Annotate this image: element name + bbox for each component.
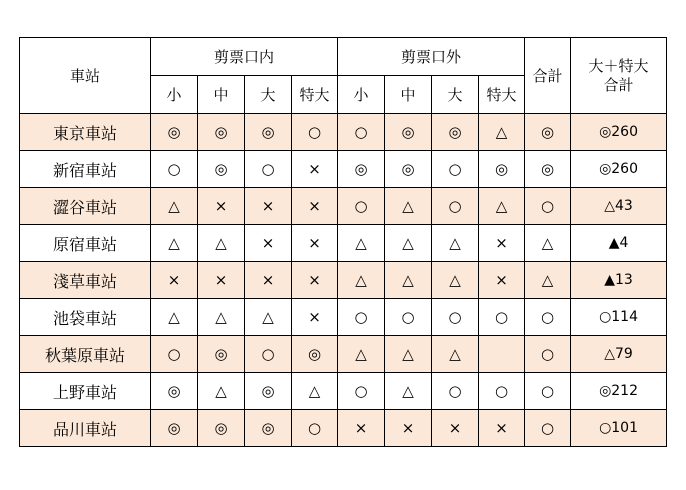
inside-rating-cell: ○ — [151, 151, 198, 188]
outside-rating-cell: △ — [385, 225, 432, 262]
inside-rating-cell: × — [292, 299, 338, 336]
station-name: 原宿車站 — [20, 225, 151, 262]
outside-rating-cell: ○ — [338, 114, 385, 151]
outside-rating-cell: × — [479, 410, 525, 447]
big-total-cell: △79 — [571, 336, 667, 373]
outside-rating-cell — [479, 336, 525, 373]
inside-rating-cell: × — [198, 262, 245, 299]
station-name: 新宿車站 — [20, 151, 151, 188]
total-rating-cell: △ — [525, 262, 571, 299]
outside-rating-cell: ○ — [479, 299, 525, 336]
station-name: 淺草車站 — [20, 262, 151, 299]
inside-rating-cell: ○ — [292, 114, 338, 151]
inside-rating-cell: △ — [151, 225, 198, 262]
big-total-cell: ○101 — [571, 410, 667, 447]
big-total-cell: ◎260 — [571, 151, 667, 188]
outside-rating-cell: △ — [385, 373, 432, 410]
big-total-cell: ◎260 — [571, 114, 667, 151]
outside-rating-cell: ○ — [432, 373, 479, 410]
size-header: 小 — [151, 76, 198, 114]
big-total-cell: ○114 — [571, 299, 667, 336]
inside-rating-cell: △ — [198, 299, 245, 336]
total-rating-cell: ◎ — [525, 151, 571, 188]
inside-rating-cell: ◎ — [245, 373, 292, 410]
outside-rating-cell: ◎ — [385, 114, 432, 151]
inside-rating-cell: ○ — [292, 410, 338, 447]
size-header: 小 — [338, 76, 385, 114]
outside-rating-cell: △ — [338, 336, 385, 373]
total-rating-cell: ○ — [525, 373, 571, 410]
big-total-cell: ▲4 — [571, 225, 667, 262]
outside-rating-cell: ○ — [385, 299, 432, 336]
inside-rating-cell: ◎ — [151, 410, 198, 447]
outside-rating-cell: × — [338, 410, 385, 447]
inside-rating-cell: △ — [198, 373, 245, 410]
inside-rating-cell: × — [245, 262, 292, 299]
inside-rating-cell: × — [245, 188, 292, 225]
outside-rating-cell: ○ — [432, 188, 479, 225]
total-rating-cell: ○ — [525, 299, 571, 336]
outside-rating-cell: △ — [432, 336, 479, 373]
total-rating-cell: ○ — [525, 188, 571, 225]
big-total-cell: ◎212 — [571, 373, 667, 410]
outside-rating-cell: × — [432, 410, 479, 447]
outside-rating-cell: ○ — [338, 373, 385, 410]
inside-rating-cell: × — [292, 225, 338, 262]
table-body — [20, 114, 667, 447]
outside-rating-cell: ◎ — [338, 151, 385, 188]
inside-rating-cell: ○ — [245, 151, 292, 188]
table-row — [20, 299, 667, 336]
outside-rating-cell: △ — [385, 188, 432, 225]
inside-rating-cell: × — [292, 151, 338, 188]
inside-rating-cell: ◎ — [151, 114, 198, 151]
size-header: 中 — [385, 76, 432, 114]
inside-rating-cell: △ — [151, 299, 198, 336]
table-row — [20, 225, 667, 262]
inside-gate-header: 剪票口内 — [151, 38, 338, 76]
table-row — [20, 188, 667, 225]
station-header: 車站 — [20, 38, 151, 114]
inside-rating-cell: △ — [151, 188, 198, 225]
inside-rating-cell: ○ — [151, 336, 198, 373]
outside-rating-cell: △ — [338, 225, 385, 262]
total-header: 合計 — [525, 38, 571, 114]
inside-rating-cell: △ — [292, 373, 338, 410]
inside-rating-cell: ◎ — [198, 151, 245, 188]
station-name: 澀谷車站 — [20, 188, 151, 225]
table-row — [20, 151, 667, 188]
table-row — [20, 373, 667, 410]
outside-gate-header: 剪票口外 — [338, 38, 525, 76]
big-total-cell: ▲13 — [571, 262, 667, 299]
outside-rating-cell: ◎ — [385, 151, 432, 188]
outside-rating-cell: × — [479, 225, 525, 262]
outside-rating-cell: ○ — [338, 188, 385, 225]
inside-rating-cell: × — [245, 225, 292, 262]
total-rating-cell: ○ — [525, 410, 571, 447]
outside-rating-cell: × — [385, 410, 432, 447]
outside-rating-cell: △ — [338, 262, 385, 299]
outside-rating-cell: △ — [479, 114, 525, 151]
locker-availability-table — [19, 37, 667, 447]
size-header: 特大 — [479, 76, 525, 114]
table-row — [20, 410, 667, 447]
total-rating-cell: △ — [525, 225, 571, 262]
inside-rating-cell: ◎ — [245, 410, 292, 447]
size-header: 中 — [198, 76, 245, 114]
outside-rating-cell: △ — [385, 262, 432, 299]
total-rating-cell: ◎ — [525, 114, 571, 151]
inside-rating-cell: × — [292, 188, 338, 225]
table-row — [20, 114, 667, 151]
table-row — [20, 262, 667, 299]
inside-rating-cell: ◎ — [198, 336, 245, 373]
inside-rating-cell: ◎ — [245, 114, 292, 151]
big-total-header: 大＋特大 合計 — [571, 38, 667, 114]
inside-rating-cell: △ — [245, 299, 292, 336]
inside-rating-cell: × — [151, 262, 198, 299]
outside-rating-cell: ○ — [432, 299, 479, 336]
station-name: 池袋車站 — [20, 299, 151, 336]
inside-rating-cell: ◎ — [292, 336, 338, 373]
inside-rating-cell: ◎ — [151, 373, 198, 410]
outside-rating-cell: ◎ — [479, 151, 525, 188]
outside-rating-cell: ○ — [432, 151, 479, 188]
inside-rating-cell: ◎ — [198, 114, 245, 151]
station-name: 秋葉原車站 — [20, 336, 151, 373]
inside-rating-cell: ◎ — [198, 410, 245, 447]
station-name: 東京車站 — [20, 114, 151, 151]
outside-rating-cell: △ — [432, 225, 479, 262]
station-name: 品川車站 — [20, 410, 151, 447]
outside-rating-cell: △ — [479, 188, 525, 225]
outside-rating-cell: × — [479, 262, 525, 299]
size-header: 大 — [245, 76, 292, 114]
outside-rating-cell: ○ — [479, 373, 525, 410]
inside-rating-cell: × — [292, 262, 338, 299]
table-row — [20, 336, 667, 373]
station-name: 上野車站 — [20, 373, 151, 410]
outside-rating-cell: △ — [432, 262, 479, 299]
size-header: 特大 — [292, 76, 338, 114]
outside-rating-cell: ○ — [338, 299, 385, 336]
big-total-cell: △43 — [571, 188, 667, 225]
size-header: 大 — [432, 76, 479, 114]
outside-rating-cell: △ — [385, 336, 432, 373]
inside-rating-cell: △ — [198, 225, 245, 262]
inside-rating-cell: ○ — [245, 336, 292, 373]
inside-rating-cell: × — [198, 188, 245, 225]
total-rating-cell: ○ — [525, 336, 571, 373]
outside-rating-cell: ◎ — [432, 114, 479, 151]
